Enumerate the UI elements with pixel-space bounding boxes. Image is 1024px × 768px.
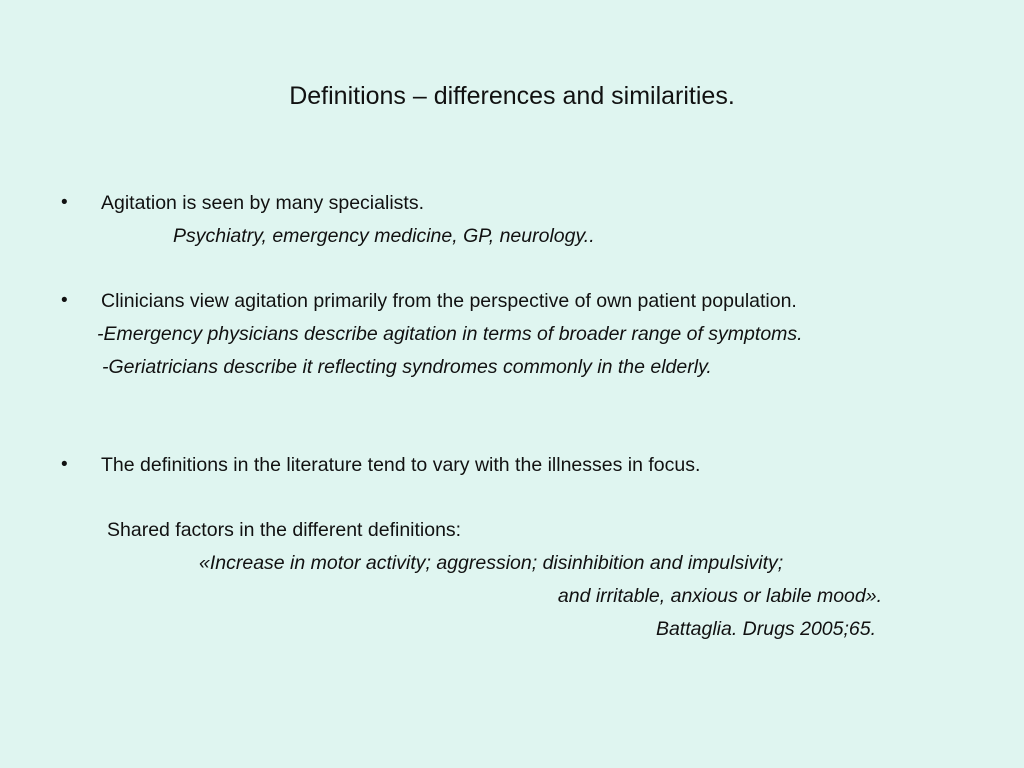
slide-title: Definitions – differences and similarities. (289, 82, 735, 110)
bullet-2-marker: • (61, 290, 68, 311)
bullet-1-sub-1: Psychiatry, emergency medicine, GP, neurology.. (173, 225, 595, 247)
shared-factors-heading: Shared factors in the different definitions: (107, 519, 462, 541)
citation: Battaglia. Drugs 2005;65. (655, 618, 876, 640)
bullet-2-text: Clinicians view agitation primarily from the perspective of own patient population. (101, 290, 797, 312)
bullet-2-sub-2: -Geriatricians describe it reflecting syndromes commonly in the elderly. (102, 356, 712, 378)
bullet-1-marker: • (61, 192, 68, 213)
shared-factors-quote-line-2: and irritable, anxious or labile mood». (557, 585, 882, 607)
bullet-1-text: Agitation is seen by many specialists. (101, 192, 424, 214)
bullet-3-marker: • (61, 454, 68, 475)
bullet-2-sub-1: -Emergency physicians describe agitation in terms of broader range of symptoms. (97, 323, 803, 345)
shared-factors-quote-line-1: «Increase in motor activity; aggression; disinhibition and impulsivity; (199, 552, 784, 574)
bullet-3-text: The definitions in the literature tend to vary with the illnesses in focus. (101, 454, 701, 476)
